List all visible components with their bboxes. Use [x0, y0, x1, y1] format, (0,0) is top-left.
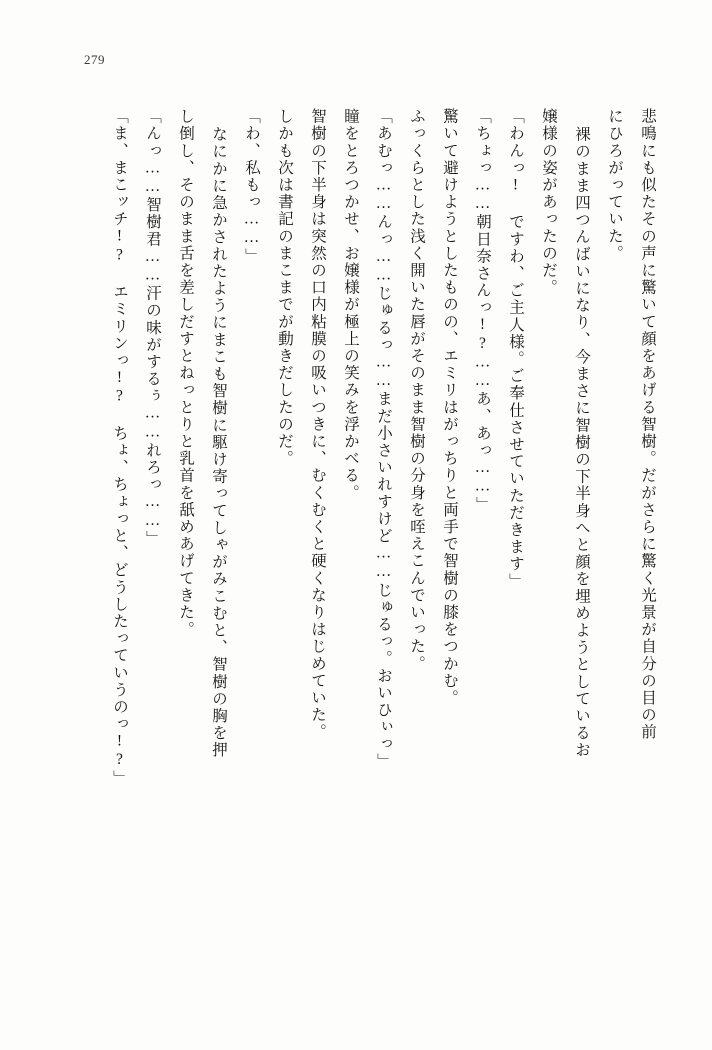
- text-line: 驚いて避けようとしたものの、エミリはがっちりと両手で智樹の膝をつかむ。: [441, 108, 458, 707]
- text-line: 悲鳴にも似たその声に驚いて顔をあげる智樹。だがさらに驚く光景が自分の目の前: [639, 108, 656, 741]
- text-line: 裸のまま四つんばいになり、今まさに智樹の下半身へと顔を埋めようとしているお: [573, 126, 590, 759]
- text-line: 「あむっ……んっ……じゅるっ……まだ小さいれすけど……じゅるっ。おいひぃっ」: [375, 108, 392, 770]
- text-line: なにかに急かされたようにまこも智樹に駆け寄ってしゃがみこむと、智樹の胸を押: [210, 126, 227, 759]
- text-line: にひろがっていた。: [606, 108, 623, 262]
- text-line: 「ちょっ……朝日奈さんっ!?……あ、あっ……」: [474, 108, 491, 514]
- text-line: ふっくらとした浅く開いた唇がそのまま智樹の分身を咥えこんでいった。: [408, 108, 425, 673]
- text-line: 「んっ……智樹君……汗の味がするぅ……れろっ……」: [144, 108, 161, 548]
- text-line: しかも次は書記のまこまでが動きだしたのだ。: [276, 108, 293, 468]
- text-line: 「わ、私もっ……」: [243, 108, 260, 265]
- text-line: 嬢様の姿があったのだ。: [540, 108, 557, 297]
- text-line: 智樹の下半身は突然の口内粘膜の吸いつきに、むくむくと硬くなりはじめていた。: [309, 108, 326, 741]
- vertical-text-block: [46, 108, 664, 928]
- text-line: 「ま、まこッチ!? エミリンっ!? ちょ、ちょっと、どうしたっていうのっ!?」: [111, 108, 128, 787]
- text-line: 「わんっ! ですわ、ご主人様。ご奉仕させていただきます」: [507, 108, 524, 590]
- text-line: 瞳をとろつかせ、お嬢様が極上の笑みを浮かべる。: [342, 108, 359, 502]
- text-line: し倒し、そのまま舌を差しだすとねっとりと乳首を舐めあげてきた。: [177, 108, 194, 639]
- page-number: 279: [84, 52, 105, 67]
